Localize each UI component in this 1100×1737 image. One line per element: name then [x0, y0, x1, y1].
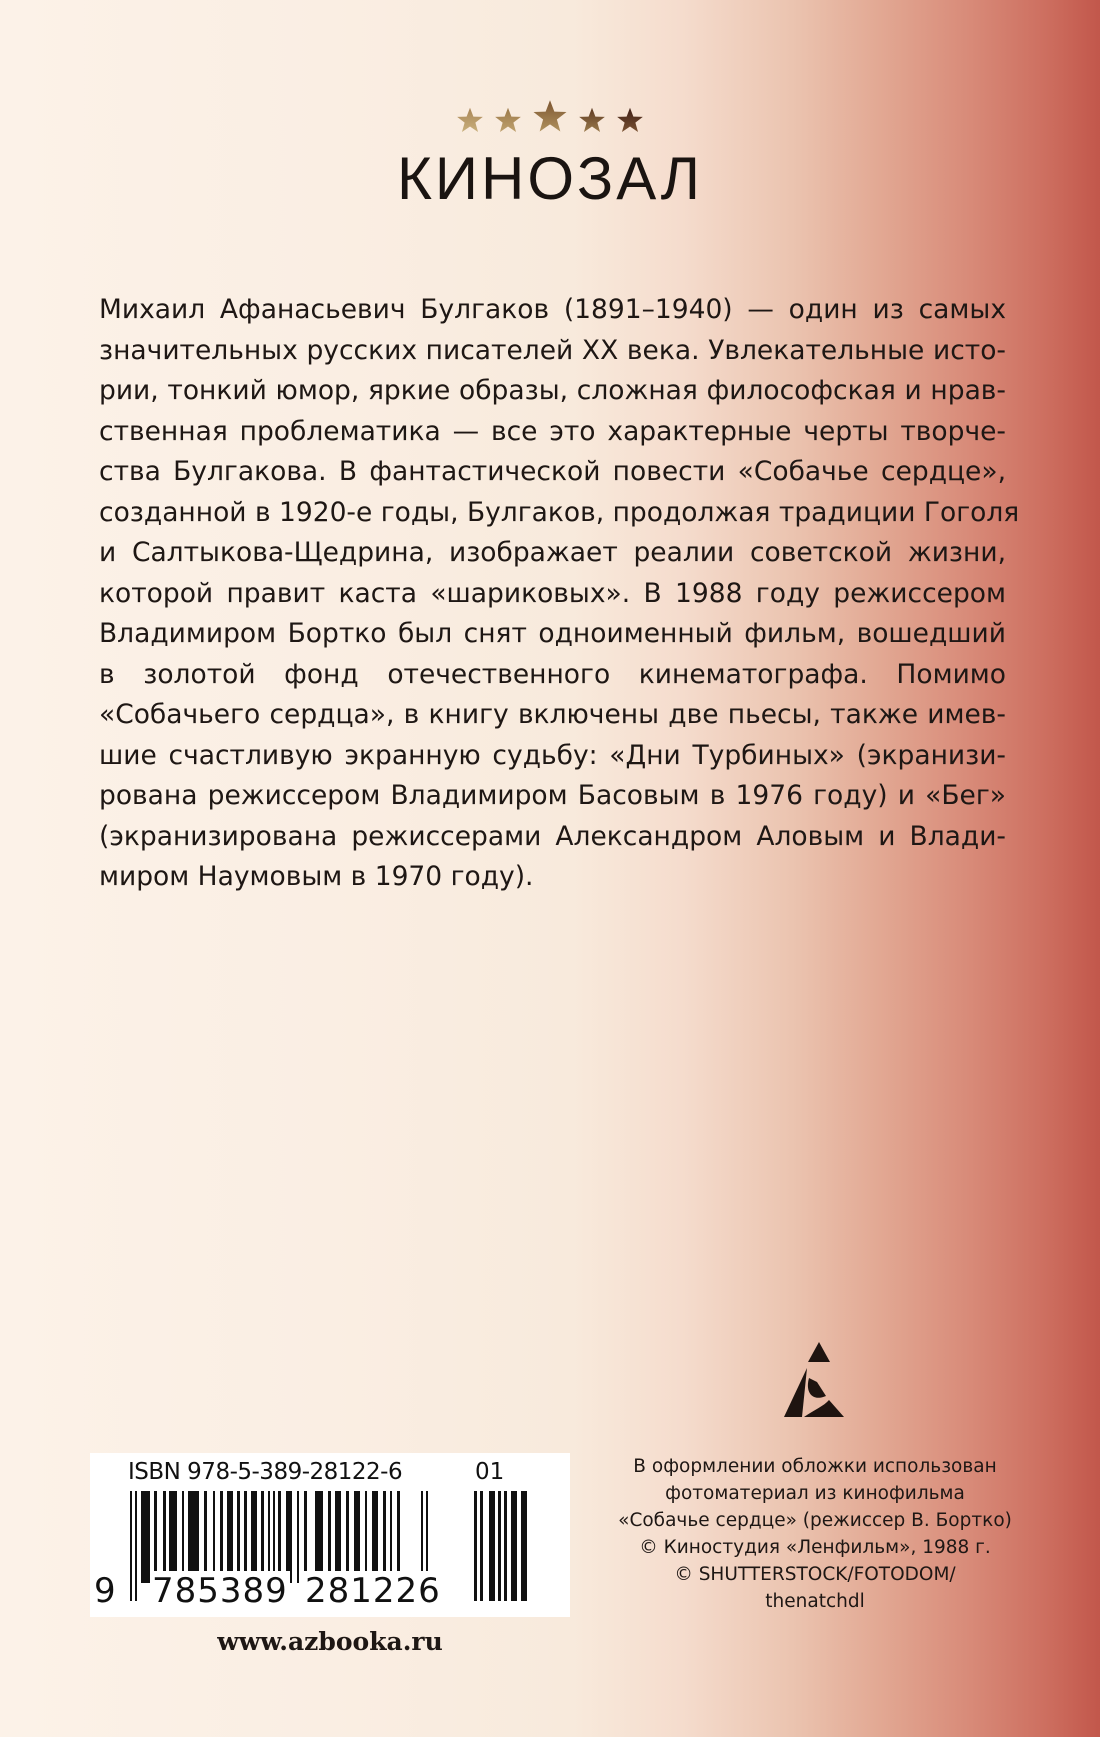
description-line: и Салтыкова-Щедрина, изображает реалии советской жизни, [99, 537, 1006, 568]
barcode-addon-bars [474, 1491, 539, 1601]
description-line: которой правит каста «шариковых». В 1988 году режиссером [99, 577, 1006, 609]
credits-line: В оформлении обложки использован [633, 1456, 997, 1477]
description-line: шие счастливую экранную судьбу: «Дни Турбиных» (экранизи- [99, 739, 1006, 771]
credits-line: «Собачье сердце» (режиссер В. Бортко) [618, 1510, 1012, 1531]
book-description [99, 290, 1020, 898]
description-line: рии, тонкий юмор, яркие образы, сложная философская и нрав- [99, 375, 1006, 406]
star-icon [616, 106, 644, 138]
barcode-addon-label: 01 [475, 1459, 505, 1485]
star-icon [578, 106, 606, 138]
ean-first-digit: 9 [94, 1571, 116, 1611]
description-line: созданной в 1920-е годы, Булгаков, продолжая традиции Гоголя [99, 496, 1020, 528]
star-icon [456, 106, 484, 138]
description-line: «Собачьего сердца», в книгу включены две пьесы, также имев- [99, 699, 1006, 730]
star-icon [532, 98, 568, 138]
cover-credits [600, 1453, 1030, 1615]
star-icon [494, 106, 522, 138]
description-line: Михаил Афанасьевич Булгаков (1891–1940) — один из самых [99, 294, 1006, 325]
isbn-label: ISBN 978-5-389-28122-6 [128, 1459, 403, 1485]
rating-stars [0, 98, 1100, 138]
credits-line: © Киностудия «Ленфильм», 1988 г. [639, 1537, 991, 1558]
ean-right-digits: 281226 [305, 1571, 441, 1611]
publisher-website-link[interactable]: www.azbooka.ru [217, 1627, 443, 1656]
description-line: миром Наумовым в 1970 году). [99, 861, 534, 892]
series-header [0, 98, 1100, 212]
description-line: рована режиссером Владимиром Басовым в 1976 году) и «Бег» [99, 780, 1006, 811]
credits-line: © SHUTTERSTOCK/FOTODOM/ [674, 1564, 956, 1585]
series-title: КИНОЗАЛ [396, 145, 704, 212]
description-line: (экранизирована режиссерами Александром Аловым и Влади- [99, 820, 1006, 852]
description-line: ства Булгакова. В фантастической повести «Собачье сердце», [99, 456, 1006, 487]
description-line: Владимиром Бортко был снят одноименный фильм, вошедший [99, 618, 1006, 649]
description-line: ственная проблематика — все это характерные черты творче- [99, 415, 1006, 447]
credits-line: фотоматериал из кинофильма [665, 1483, 965, 1504]
description-line: в золотой фонд отечественного кинематографа. Помимо [99, 658, 1006, 690]
azbuka-triangle-logo-icon [782, 1340, 846, 1420]
isbn-barcode [90, 1453, 570, 1617]
ean-left-digits: 785389 [152, 1571, 288, 1611]
description-line: значительных русских писателей XX века. Увлекательные исто- [99, 334, 1006, 366]
credits-line: thenatchdl [765, 1591, 865, 1612]
